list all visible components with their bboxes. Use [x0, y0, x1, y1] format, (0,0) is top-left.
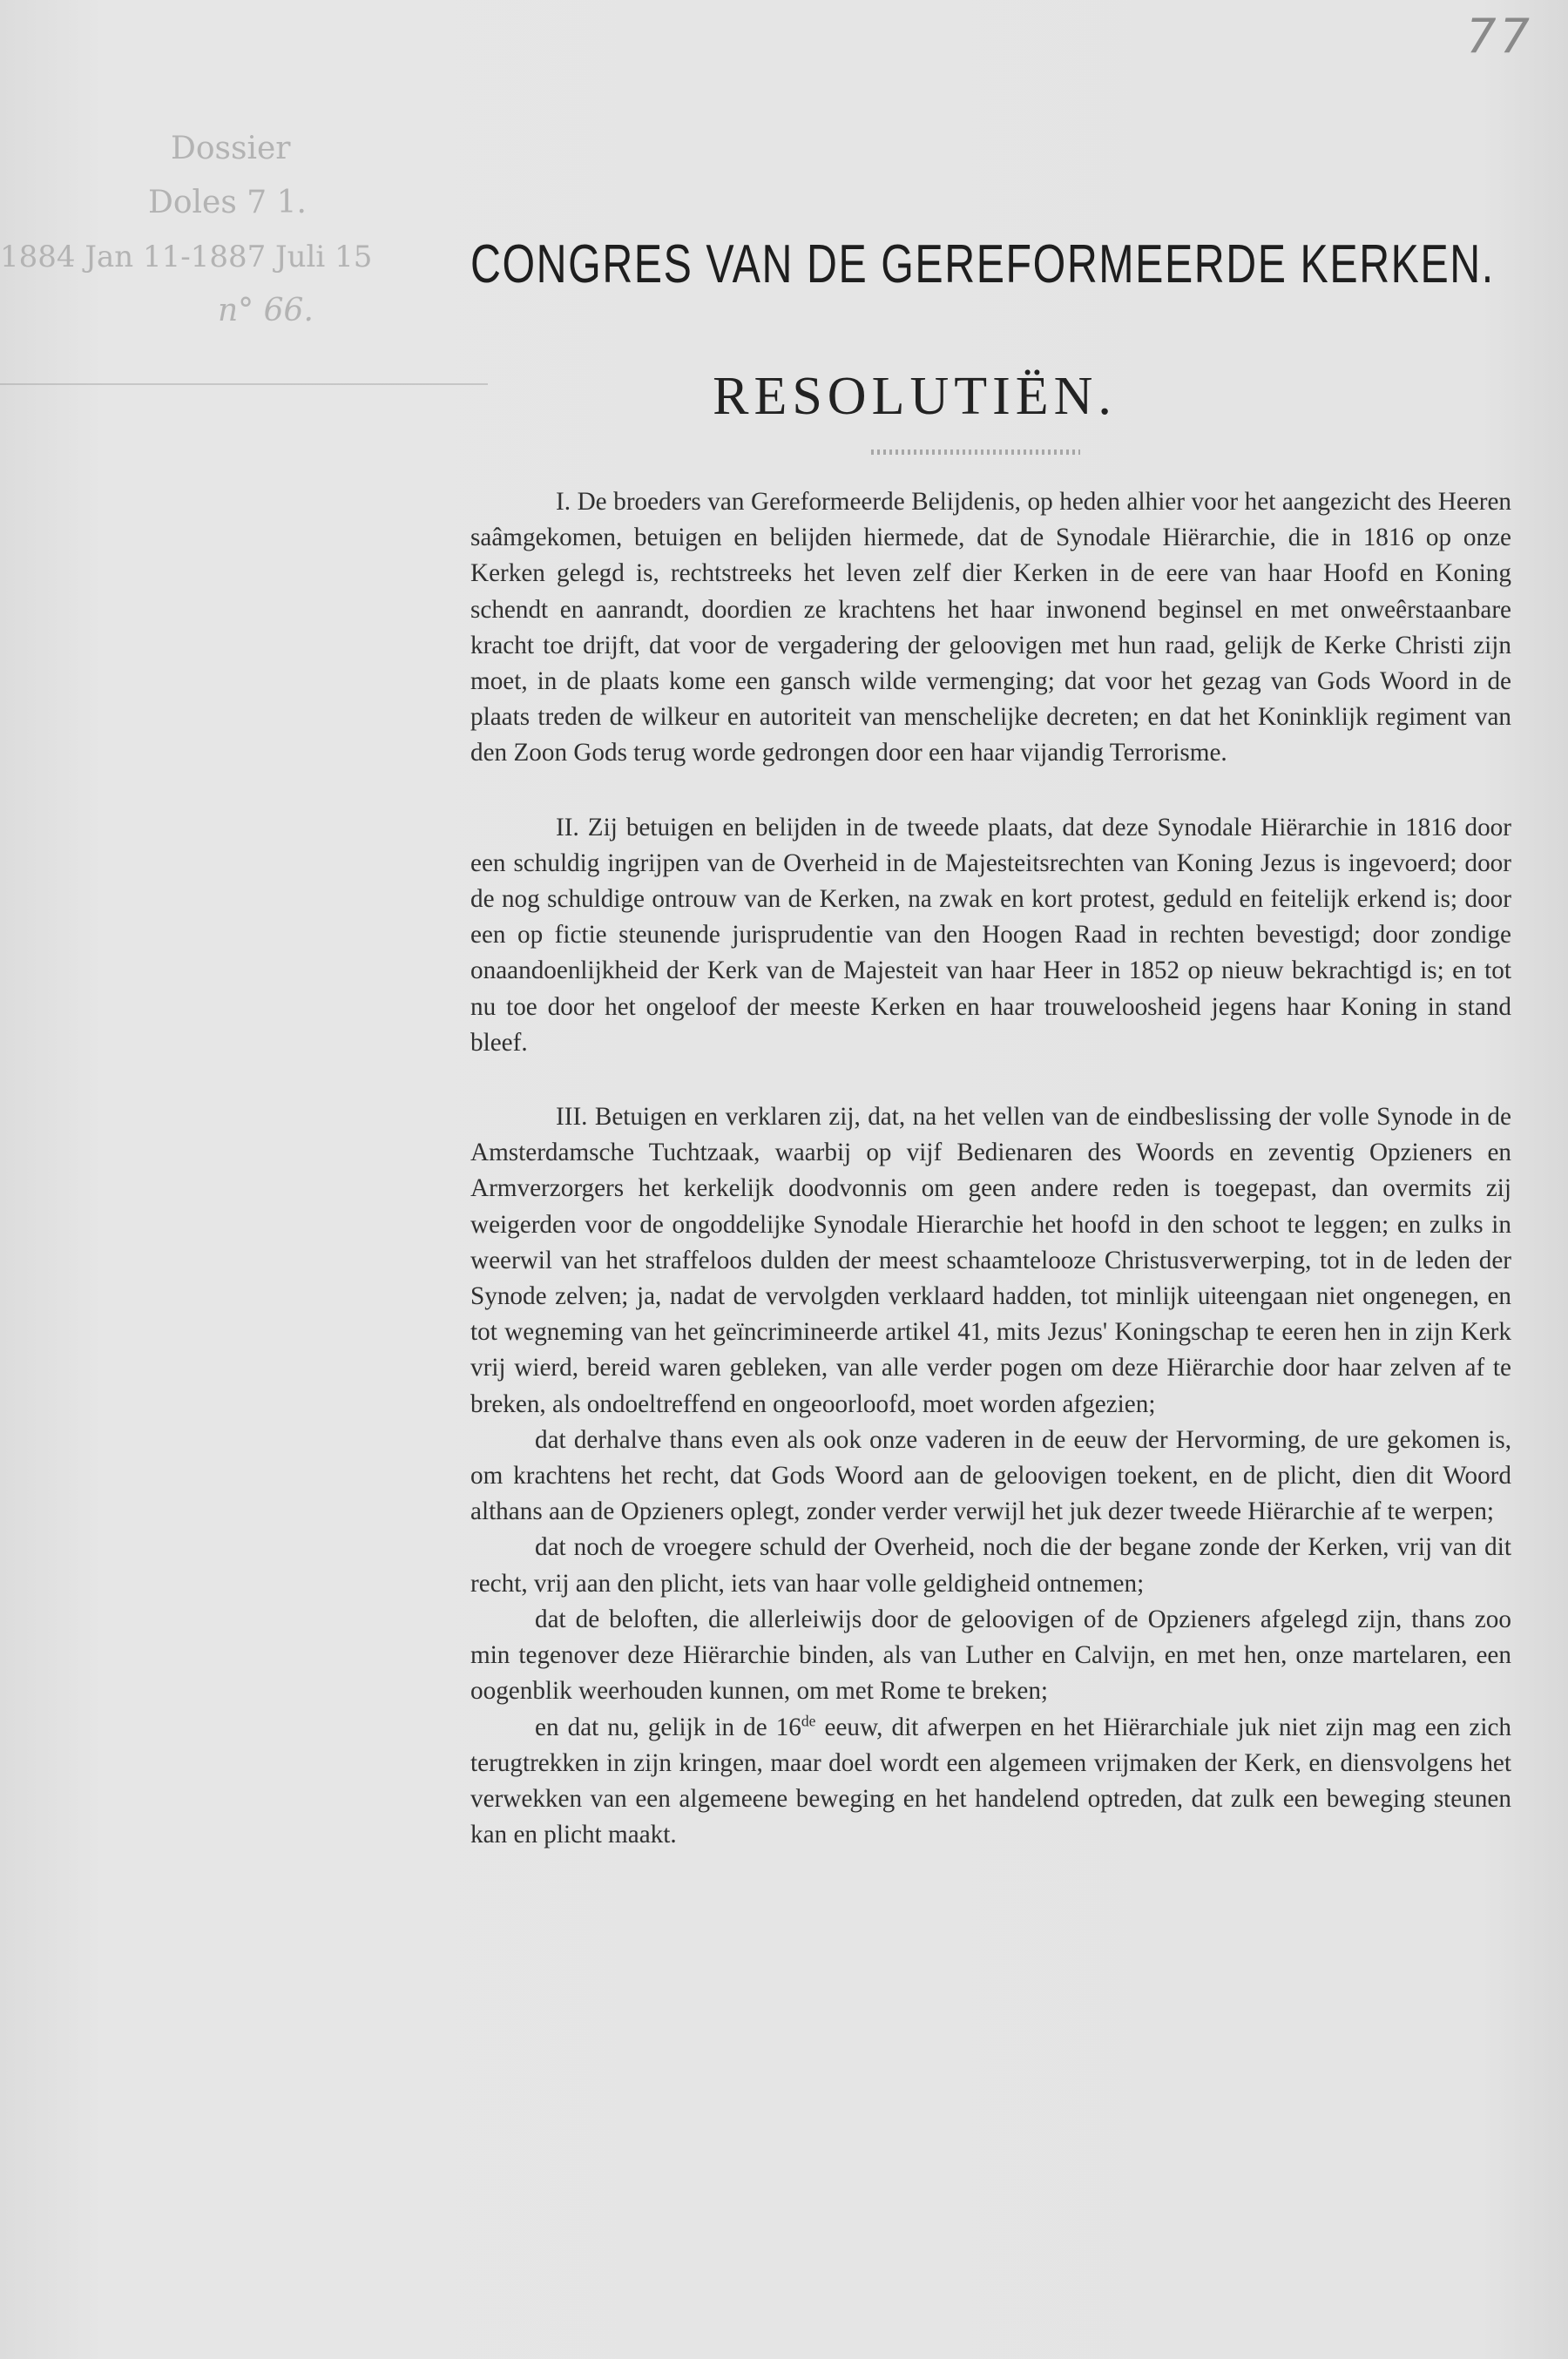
- resolution-2: II. Zij betuigen en belijden in de tweede plaats, dat deze Synodale Hiërarchie in 1816 door een schuldig ingrijpen van de Overheid in de Majesteitsrechten van Koning Jezus is ingevoerd; door de nog schuldige ontrouw van de Kerken, na zwak en kort protest, geduld en feitelijk erkend is; door een op fictie steunende jurisprudentie van den Hoogen Raad in rechten bevestigd; door zondige onaandoenlijkheid der Kerk van de Majesteit van haar Heer in 1852 op nieuw bekrachtigd is; en tot nu toe door het ongeloof der meeste Kerken en haar trouweloosheid jegens haar Koning in stand bleef.: [470, 813, 1511, 1057]
- archive-stamp: [0, 122, 383, 338]
- resolution-3: III. Betuigen en verklaren zij, dat, na het vellen van de eindbeslissing der volle Synode in de Amsterdamsche Tuchtzaak, waarbij op vijf Bedienaren des Woords en zeventig Opzieners en Armverzorgers het kerkelijk doodvonnis om geen andere reden is toegepast, dan overmits zij weigerden voor de ongoddelijke Synodale Hierarchie het hoofd in den schoot te leggen; en zulks in weerwil van het straffeloos dulden der meest schaamtelooze Christusverwerping, tot in de leden der Synode zelven; ja, nadat de vervolgden verklaard hadden, tot minlijk uiteengaan niet ongenegen, en tot wegneming van het geïncrimineerde artikel 41, mits Jezus' Koningschap te eeren hen in zijn Kerk vrij wierd, bereid waren gebleken, van alle verder pogen om deze Hiërarchie door haar zelven af te breken, als ondoeltreffend en ongeoorloofd, moet worden afgezien;: [470, 1103, 1511, 1418]
- continuation-paragraph: dat de beloften, die allerleiwijs door de geloovigen of de Opzieners afgelegd zijn, thans zoo min tegenover deze Hiërarchie binden, als van Luther en Calvijn, en met hen, onze martelaren, een oogenblik weerhouden kunnen, om met Rome te breken;: [470, 1605, 1511, 1706]
- stamp-line-4: n° 66.: [218, 293, 314, 328]
- page-number: 77: [1466, 9, 1533, 64]
- continuation-paragraph: dat derhalve thans even als ook onze vaderen in de eeuw der Hervorming, de ure gekomen is, om krachtens het recht, dat Gods Woord aan de geloovigen toekent, en de plicht, dien dit Woord althans aan de Opzieners oplegt, zonder verder verwijl het juk dezer tweede Hiërarchie af te werpen;: [470, 1425, 1511, 1526]
- document-title: CONGRES VAN DE GEREFORMEERDE KERKEN.: [470, 234, 1495, 294]
- ordinal-superscript: de: [801, 1711, 816, 1729]
- decorative-rule: [871, 449, 1080, 455]
- final-paragraph: [470, 1710, 1511, 1854]
- stamp-line-3: 1884 Jan 11-1887 Juli 15: [0, 240, 373, 274]
- final-text-end: eeuw, dit afwerpen en het Hiërarchiale juk niet zijn mag een zich terugtrekken in zijn kringen, maar doel wordt een algemeen vrijmaken der Kerk, en diensvolgens het verwekken van een algemeene beweging en het handelend optreden, dat zulk een beweging steunen kan en plicht maakt.: [470, 1713, 1511, 1849]
- stamp-line-1: Dossier: [171, 131, 291, 166]
- resolution-1: I. De broeders van Gereformeerde Belijdenis, op heden alhier voor het aangezicht des Heeren saâmgekomen, betuigen en belijden hiermede, dat de Synodale Hiërarchie, die in 1816 op onze Kerken gelegd is, rechtstreeks het leven zelf dier Kerken in de eere van haar Hoofd en Koning schendt en aanrandt, doordien ze krachtens het haar inwonend beginsel en met onweêrstaanbare kracht toe drijft, dat voor de vergadering der geloovigen met hun raad, gelijk de Kerke Christi zijn moet, in de plaats kome een gansch wilde vermenging; dat voor het gezag van Gods Woord in de plaats treden de wilkeur en autoriteit van menschelijke decreten; en dat het Koninklijk regiment van den Zoon Gods terug worde gedrongen door een haar vijandig Terrorisme.: [470, 488, 1511, 767]
- final-text-start: en dat nu, gelijk in de 16: [535, 1713, 801, 1741]
- stamp-line-2: Doles 7 1.: [148, 185, 307, 220]
- document-body: [470, 484, 1511, 1853]
- continuation-paragraph: dat noch de vroegere schuld der Overheid, noch die der begane zonde der Kerken, vrij van dit recht, vrij aan den plicht, iets van haar volle geldigheid ontnemen;: [470, 1533, 1511, 1598]
- document-subtitle: RESOLUTIËN.: [713, 367, 1117, 426]
